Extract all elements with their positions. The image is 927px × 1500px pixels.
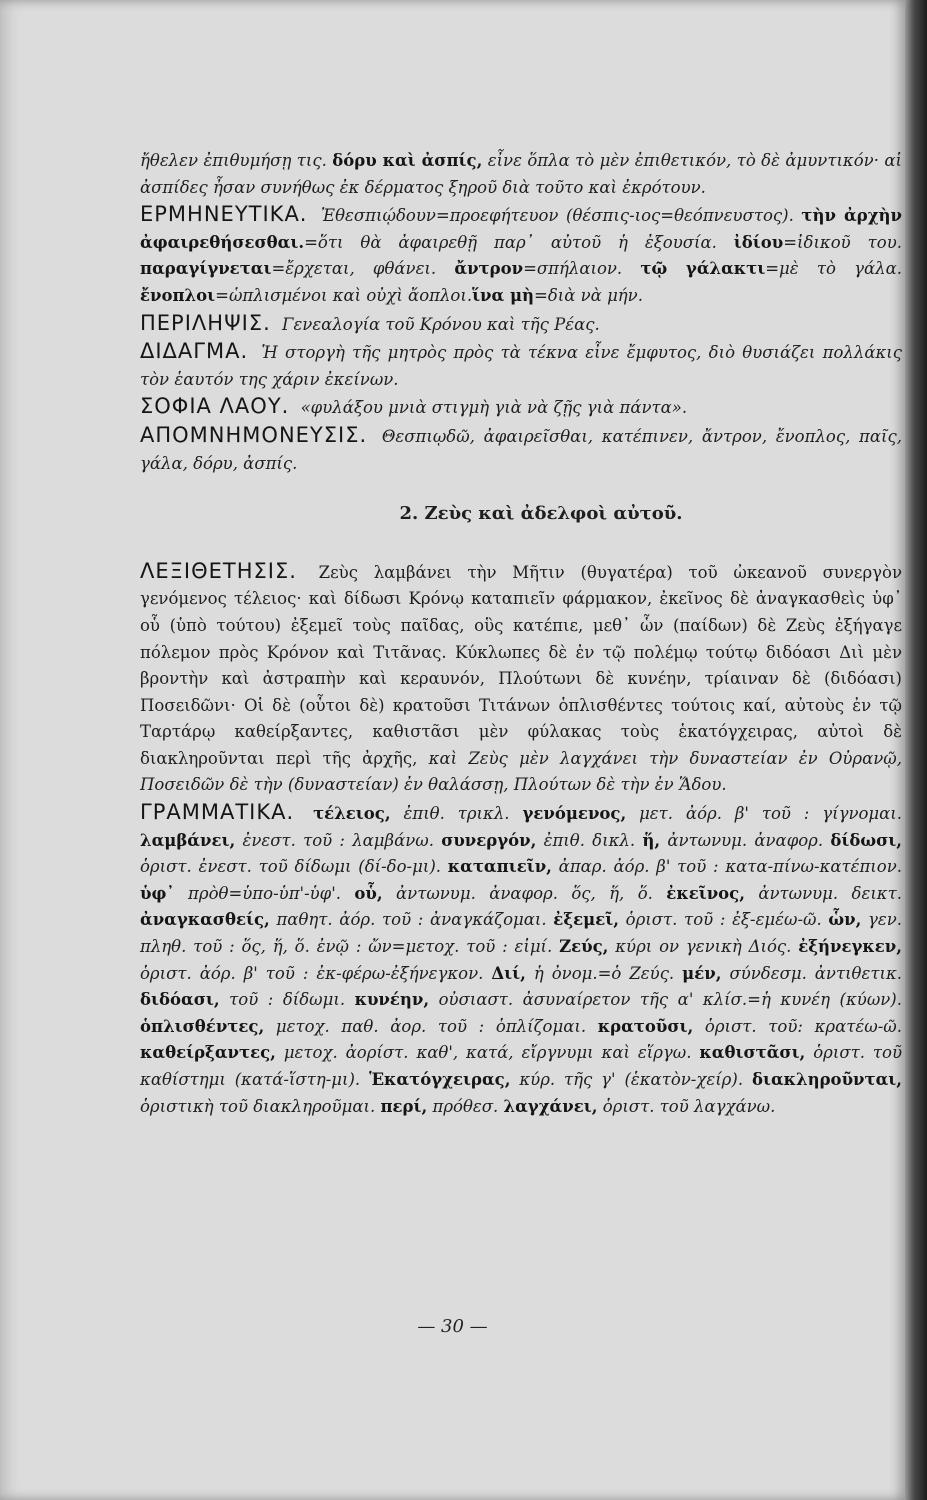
section-didagma [140,338,902,393]
bold-term: ὁπλισθέντες, [140,1016,265,1036]
book-spine-edge [905,0,927,1500]
text-run: ἐπιθ. δικλ. [536,830,643,850]
text-run: ἐπιθ. τρικλ. [390,804,523,824]
text-run: καὶ Ζεὺς μὲν λαγχάνει τὴν δυναστείαν ἐν Οὐρανῷ, Ποσειδῶν δὲ τὴν (δυναστείαν) ἐν θαλάσσῃ, Πλούτων δὲ τὴν ἐν Ἅδου. [140,748,902,795]
text-run: Ἐθεσπιῴδουν=προεφήτευον (θέσπις-ιος=θεόπνευστος). [313,206,802,226]
text-run: ὁριστ. τοῦ λαγχάνω. [597,1096,776,1116]
text-run: οὐσιαστ. ἀσυναίρετον τῆς α' κλίσ.=ἡ κυνέη (κύων). [429,990,902,1010]
bold-term: ἐξήνεγκεν, [798,937,902,957]
bold-term: ὑφ᾽ [140,883,175,903]
section-label: ΛΕΞΙΘΕΤΗΣΙΣ. [140,558,297,583]
bold-term: ἵνα μὴ [472,285,535,305]
text-run: =ὡπλισμένοι καὶ οὐχὶ ἄοπλοι. [215,285,473,305]
bold-term: παραγίγνεται [140,259,272,279]
text-run: πρόθεσ. [427,1096,504,1116]
bold-term: καθείρξαντες, [140,1043,276,1063]
text-run: κύρι ον γενικὴ Διός. [608,937,799,957]
text-run: =ἔρχεται, φθάνει. [271,259,455,279]
text-run: ὁριστ. τοῦ καθίστημι (κατά-ἵστη-μι). [140,1043,902,1089]
section-grammatika [140,799,902,1120]
text-run: ὁριστ. ἀόρ. β' τοῦ : ἐκ-φέρω-ἐξήνεγκον. [140,963,492,983]
text-run: ὁριστ. ἐνεστ. τοῦ δίδωμι (δί-δο-μι). [140,857,448,877]
section-apomnimoneusis [140,422,902,477]
text-run: κύρ. τῆς γ' (ἑκατὸν-χείρ). [510,1070,752,1089]
text-run: Γενεαλογία τοῦ Κρόνου καὶ τῆς Ρέας. [276,314,600,334]
section-label: ΔΙΔΑΓΜΑ. [140,339,249,364]
bold-term: κυνέην, [354,990,430,1010]
text-run: μετοχ. παθ. ἀορ. τοῦ : ὁπλίζομαι. [264,1016,598,1036]
chapter-title: 2. Ζεὺς καὶ ἀδελφοὶ αὐτοῦ. [399,503,683,525]
page-text [140,148,902,1120]
text-run: Ζεὺς λαμβάνει τὴν Μῆτιν (θυγατέρα) τοῦ ὠκεανοῦ συνεργὸν γενόμενος τέλειος· καὶ δίδωσι Κρόνῳ καταπιεῖν φάρμακον, ἐκεῖνος δὲ ἀναγκασθεὶς ὑφ᾽ οὗ (ὑπὸ τούτου) ἐξεμεῖ τοὺς παῖδας, οὓς κατέπιε, μεθ᾽ ὧν (παίδων) δὲ Ζεὺς ἐξήγαγε πόλεμον πρὸς Κρόνον καὶ Τιτᾶνας. Κύκλωπες δὲ ἐν τῷ πολέμῳ τούτῳ διδόασι Διὶ μὲν βροντὴν καὶ ἀστραπὴν καὶ κεραυνόν, Πλούτωνι δὲ κυνέην, τρίαιναν δὲ (διδόασι) Ποσειδῶνι· Οἱ δὲ (οὗτοι δὲ) κρατοῦσι Τιτάνων ὁπλισθέντες τούτοις καί, αὐτοὺς ἐν τῷ Ταρτάρῳ καθείρξαντες, καθιστᾶσι μὲν φύλακας τοὺς ἑκατόγχειρας, αὐτοὶ δὲ διακληροῦνται περὶ τῆς ἀρχῆς, [140,562,902,768]
para-intro [140,148,902,201]
bold-term: δόρυ καὶ ἀσπίς, [332,151,483,170]
bold-term: ἐκεῖνος, [666,883,745,903]
bold-term: λαμβάνει, [140,830,236,850]
text-run: μετοχ. ἀορίστ. καθ', κατά, εἴργνυμι καὶ εἵργω. [275,1043,700,1063]
bold-term: ἐξεμεῖ, [553,910,619,930]
text-run: =μὲ τὸ γάλα. [765,259,902,279]
text-run: «φυλάξου μνιὰ στιγμὴ γιὰ νὰ ζῇς γιὰ πάντα». [295,398,688,418]
text-run: ἀντωνυμ. δεικτ. [744,883,903,903]
page-number: — 30 — [417,1316,488,1337]
text-run: σύνδεσμ. ἀντιθετικ. [721,963,903,983]
bold-term: ἀναγκασθείς, [140,910,270,930]
bold-term: καθιστᾶσι, [699,1043,806,1063]
text-run: Θεσπιῳδῶ, ἀφαιρεῖσθαι, κατέπινεν, ἄντρον, ἔνοπλος, παῖς, γάλα, δόρυ, ἀσπίς. [140,426,902,473]
text-run: =ὅτι θὰ ἀφαιρεθῇ παρ᾽ αὐτοῦ ἡ ἐξουσία. [304,232,734,252]
bold-term: συνεργόν, [441,830,537,850]
text-run: μετ. ἀόρ. β' τοῦ : γίγνομαι. [626,804,903,824]
bold-term: μέν, [682,963,722,983]
bold-term: ἰδίου [733,232,784,252]
section-ermineutika [140,201,902,309]
bold-term: καταπιεῖν, [447,857,552,877]
text-run: ἀντωνυμ. ἀναφορ. ὅς, ἥ, ὅ. [382,883,667,903]
text-run: ἡ ὀνομ.=ὁ Ζεύς. [525,963,683,983]
bold-term: Διί, [491,963,526,983]
text-run: παθητ. ἀόρ. τοῦ : ἀναγκάζομαι. [269,910,554,930]
section-label: ΣΟΦΙΑ ΛΑΟΥ. [140,394,290,419]
text-run: ἐνεστ. τοῦ : λαμβάνω. [235,830,442,850]
section-label: ΓΡΑΜΜΑΤΙΚΑ. [140,800,295,825]
bold-term: γενόμενος, [522,804,627,824]
bold-term: κρατοῦσι, [597,1016,694,1036]
bold-term: λαγχάνει, [503,1096,598,1116]
text-run: ἀντωνυμ. ἀναφορ. [660,830,831,850]
text-run: γεν. πληθ. τοῦ : ὅς, ἥ, ὅ. ἐνῷ : ὤν=μετοχ. τοῦ : εἰμί. [140,910,902,957]
text-run: Ἡ στοργὴ τῆς μητρὸς πρὸς τὰ τέκνα εἶνε ἔμφυτος, διὸ θυσιάζει πολλάκις τὸν ἑαυτόν της χάριν ἐκείνων. [140,343,902,389]
bold-term: τέλειος, [313,804,391,824]
section-sofia-laou [140,393,902,422]
text-run: εἶνε ὅπλα τὸ μὲν ἐπιθετικόν, τὸ δὲ ἀμυντικόν· αἱ ἀσπίδες ἦσαν συνήθως ἐκ δέρματος ξηροῦ διὰ τοῦτο καὶ ἐκρότουν. [140,151,902,197]
bold-term: Ἑκατόγχειρας, [369,1070,511,1089]
bold-term: ὧν, [828,910,862,930]
text-run: πρὸθ=ὑπο-ὑπ'-ὑφ'. [174,883,355,903]
bold-term: τὴν ἀρχὴν ἀφαιρεθήσεσθαι. [140,206,902,252]
section-label: ΕΡΜΗΝΕΥΤΙΚΑ. [140,202,308,227]
bold-term: ἄντρον [454,259,524,279]
text-run: ἀπαρ. ἀόρ. β' τοῦ : κατα-πίνω-κατέπιον. [551,857,902,877]
bold-term: οὗ, [354,883,383,903]
text-run: ὁριστ. τοῦ : ἐξ-εμέω-ῶ. [618,910,829,930]
bold-term: διακληροῦνται, [751,1070,902,1089]
text-run: ὁριστικὴ τοῦ διακληροῦμαι. [140,1096,381,1116]
text-run: ὁριστ. τοῦ: κρατέω-ῶ. [693,1016,902,1036]
text-run: =σπήλαιον. [523,259,641,279]
text-run: =διὰ νὰ μήν. [534,285,643,305]
bold-term: δίδωσι, [830,830,902,850]
bold-term: τῷ γάλακτι [640,259,766,279]
section-lexithetisis [140,558,902,799]
section-label: ΑΠΟΜΝΗΜΟΝΕΥΣΙΣ. [140,422,368,447]
section-label: ΠΕΡΙΛΗΨΙΣ. [140,310,271,335]
section-perilipsis [140,310,902,339]
text-run: ἤθελεν ἐπιθυμήσῃ τις. [140,151,333,170]
bold-term: περί, [380,1096,428,1116]
bold-term: ἥ, [642,830,661,850]
text-run: τοῦ : δίδωμι. [219,990,355,1010]
bold-term: διδόασι, [140,990,220,1010]
bold-term: ἔνοπλοι [140,285,216,305]
bold-term: Ζεύς, [559,937,609,957]
text-run: =ἰδικοῦ του. [783,232,902,252]
